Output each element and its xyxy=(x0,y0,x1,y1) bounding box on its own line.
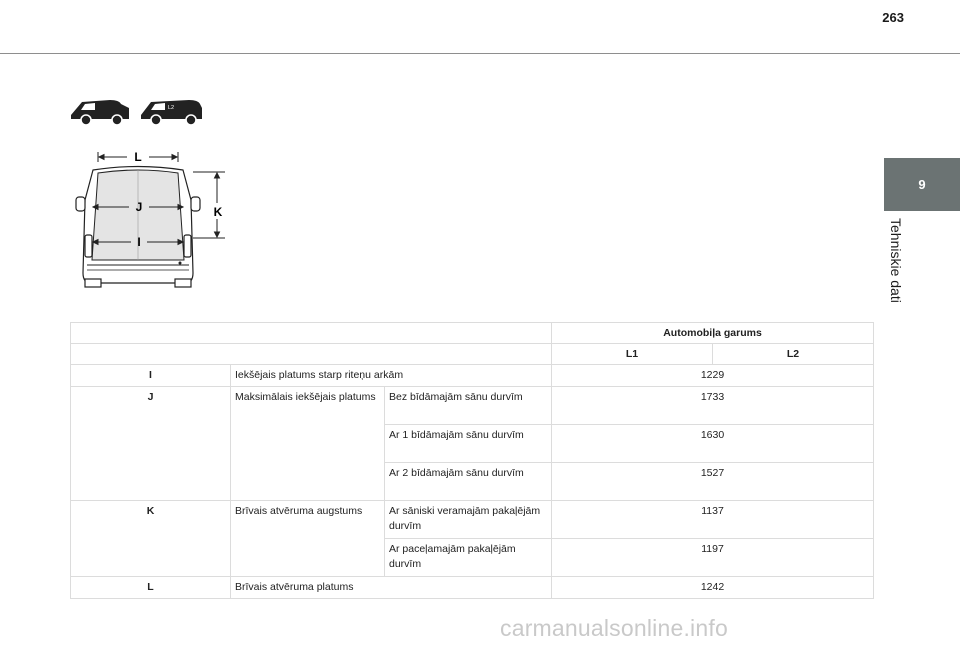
label-l: L xyxy=(134,150,142,164)
table-row xyxy=(71,365,874,387)
chapter-tab[interactable] xyxy=(884,158,960,211)
table-subheader-row xyxy=(71,344,874,365)
row-value: 1197 xyxy=(552,539,874,577)
row-code: I xyxy=(71,365,231,387)
row-condition: Ar sāniski veramajām pakaļējām durvīm xyxy=(385,501,552,539)
page-number: 263 xyxy=(882,10,904,25)
label-i: I xyxy=(137,235,141,249)
chapter-title: Tehniskie dati xyxy=(888,218,904,303)
row-condition: Ar 2 bīdāmajām sānu durvīm xyxy=(385,463,552,501)
row-description: Brīvais atvēruma platums xyxy=(231,577,552,599)
row-condition: Ar 1 bīdāmajām sānu durvīm xyxy=(385,425,552,463)
cargo-dimensions-table xyxy=(70,322,874,599)
label-j: J xyxy=(135,200,143,214)
row-code: J xyxy=(71,387,231,501)
van-long-icon xyxy=(141,100,202,125)
watermark: carmanualsonline.info xyxy=(500,615,728,641)
column-l1: L1 xyxy=(552,344,713,365)
van-long-badge: L2 xyxy=(168,105,175,111)
chapter-number: 9 xyxy=(918,177,926,192)
row-value: 1229 xyxy=(552,365,874,387)
van-short-badge: L1 xyxy=(86,105,93,111)
row-code: L xyxy=(71,577,231,599)
subheader-empty-cell xyxy=(71,344,552,365)
column-l2: L2 xyxy=(713,344,874,365)
table-header-row xyxy=(71,323,874,344)
label-k: K xyxy=(213,205,223,219)
header-group-cell: Automobiļa garums xyxy=(552,323,874,344)
table-row xyxy=(71,387,874,425)
header-rule xyxy=(0,53,960,54)
row-value: 1527 xyxy=(552,463,874,501)
cargo-dimensions-figure xyxy=(65,95,235,295)
row-value: 1630 xyxy=(552,425,874,463)
row-description: Maksimālais iekšējais platums xyxy=(231,387,385,501)
van-rear-outline xyxy=(76,167,200,288)
row-description: Brīvais atvēruma augstums xyxy=(231,501,385,577)
row-condition: Bez bīdāmajām sānu durvīm xyxy=(385,387,552,425)
row-description: Iekšējais platums starp riteņu arkām xyxy=(231,365,552,387)
row-value: 1733 xyxy=(552,387,874,425)
row-condition: Ar paceļamajām pakaļējām durvīm xyxy=(385,539,552,577)
table-row xyxy=(71,577,874,599)
row-value: 1242 xyxy=(552,577,874,599)
van-short-icon xyxy=(71,100,129,125)
table-row xyxy=(71,501,874,539)
row-code: K xyxy=(71,501,231,577)
row-value: 1137 xyxy=(552,501,874,539)
header-empty-cell xyxy=(71,323,552,344)
